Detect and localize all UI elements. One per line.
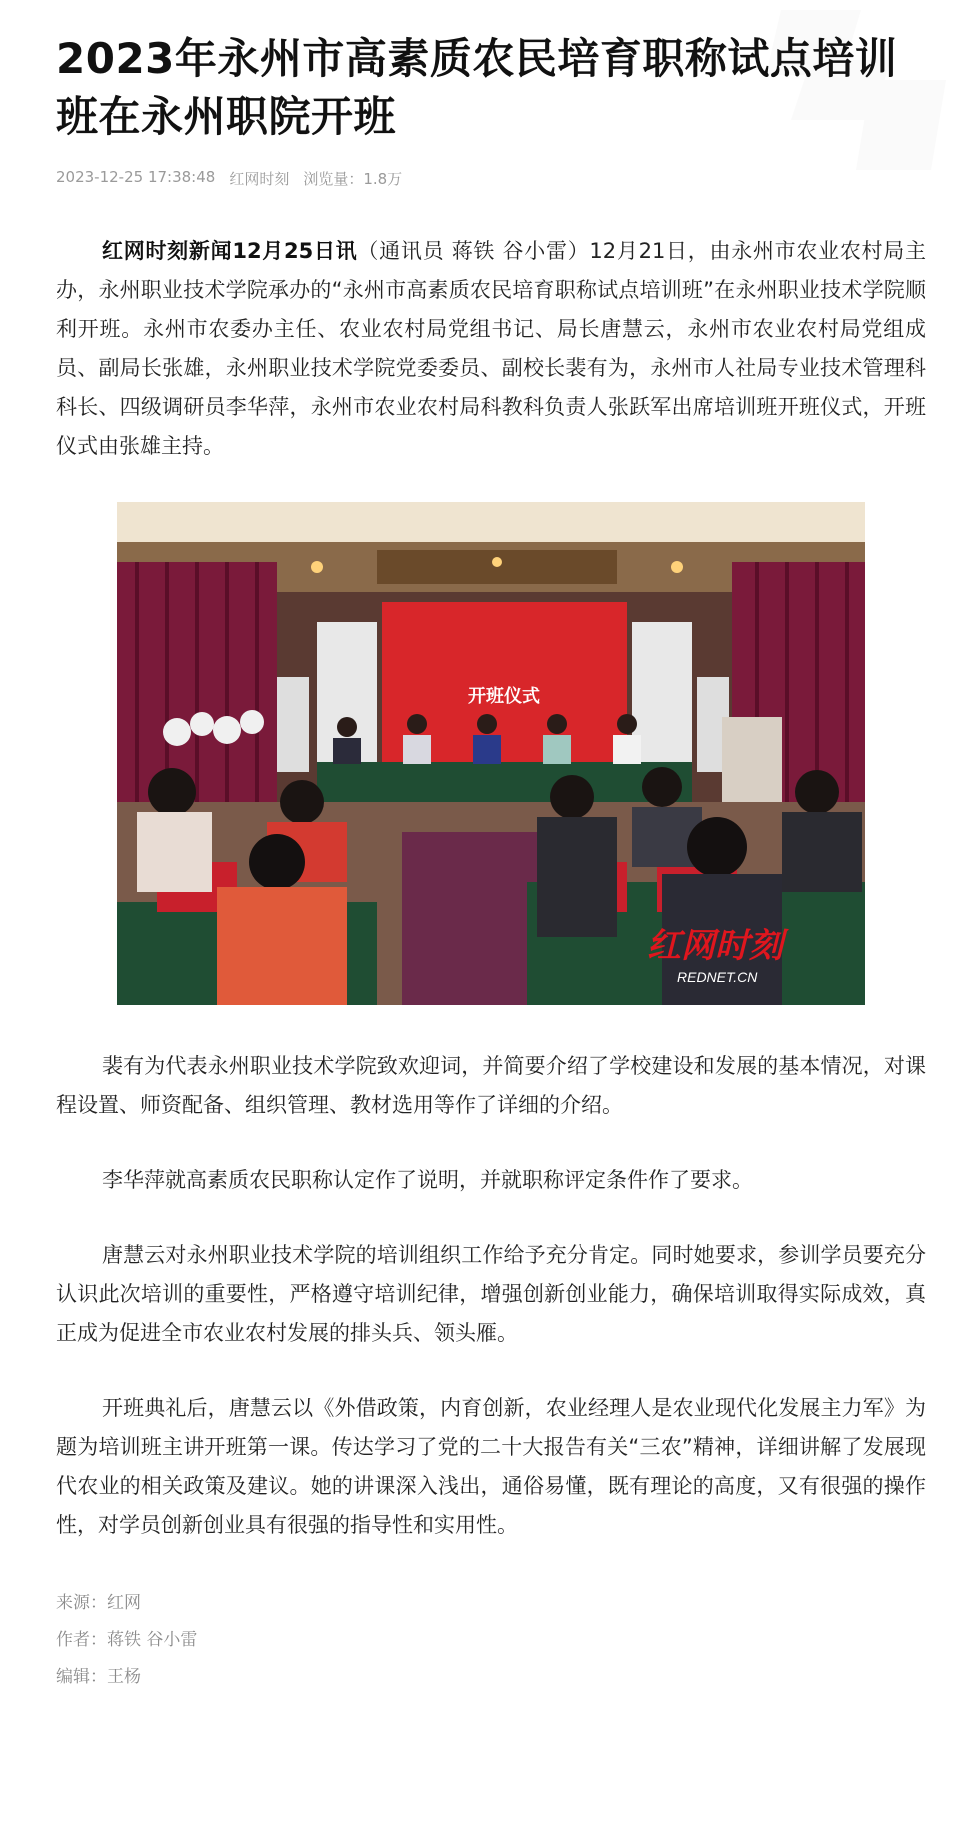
article-title: 2023年永州市高素质农民培育职称试点培训班在永州职院开班 bbox=[56, 34, 898, 141]
paragraph-5: 开班典礼后，唐慧云以《外借政策，内育创新，农业经理人是农业现代化发展主力军》为题为培训班主讲开班第一课。传达学习了党的二十大报告有关“三农”精神，详细讲解了发展现代农业的相关政策及建议。她的讲课深入浅出，通俗易懂，既有理论的高度，又有很强的操作性，对学员创新创业具有很强的指导性和实用性。 bbox=[56, 1396, 926, 1537]
paragraph-1 bbox=[56, 232, 926, 466]
source-link[interactable]: 红网时刻 bbox=[229, 170, 290, 188]
footer-editor: 编辑：王杨 bbox=[56, 1667, 141, 1687]
publish-datetime: 2023-12-25 17:38:48 bbox=[56, 168, 216, 186]
photo-watermark: 红网时刻 bbox=[647, 927, 783, 965]
dateline: 红网时刻新闻12月25日讯 bbox=[102, 239, 358, 263]
article-meta bbox=[56, 168, 926, 190]
article-footer bbox=[56, 1585, 926, 1696]
paragraph-4: 唐慧云对永州职业技术学院的培训组织工作给予充分肯定。同时她要求，参训学员要充分认识此次培训的重要性，严格遵守培训纪律，增强创新创业能力，确保培训取得实际成效，真正成为促进全市农业农村发展的排头兵、领头雁。 bbox=[56, 1243, 926, 1345]
footer-source: 来源：红网 bbox=[56, 1593, 141, 1613]
article bbox=[56, 0, 926, 1696]
screen-title: 开班仪式 bbox=[468, 686, 540, 706]
photo-illustration bbox=[117, 502, 865, 1005]
paragraph-2: 裴有为代表永州职业技术学院致欢迎词，并简要介绍了学校建设和发展的基本情况，对课程设置、师资配备、组织管理、教材选用等作了详细的介绍。 bbox=[56, 1054, 926, 1117]
paragraph-1-body: （通讯员 蒋铁 谷小雷）12月21日，由永州市农业农村局主办，永州职业技术学院承办的“永州市高素质农民培育职称试点培训班”在永州职业技术学院顺利开班。永州市农委办主任、农业农村局党组书记、局长唐慧云，永州市农业农村局党组成员、副局长张雄，永州职业技术学院党委委员、副校长裴有为，永州市人社局专业技术管理科科长、四级调研员李华萍，永州市农业农村局科教科负责人张跃军出席培训班开班仪式，开班仪式由张雄主持。 bbox=[56, 239, 926, 458]
photo-watermark-sub: REDNET.CN bbox=[677, 969, 758, 985]
paragraph-3: 李华萍就高素质农民职称认定作了说明，并就职称评定条件作了要求。 bbox=[102, 1168, 753, 1192]
footer-author: 作者：蒋铁 谷小雷 bbox=[56, 1630, 198, 1650]
view-count: 浏览量：1.8万 bbox=[303, 170, 403, 188]
article-photo bbox=[117, 502, 865, 1005]
